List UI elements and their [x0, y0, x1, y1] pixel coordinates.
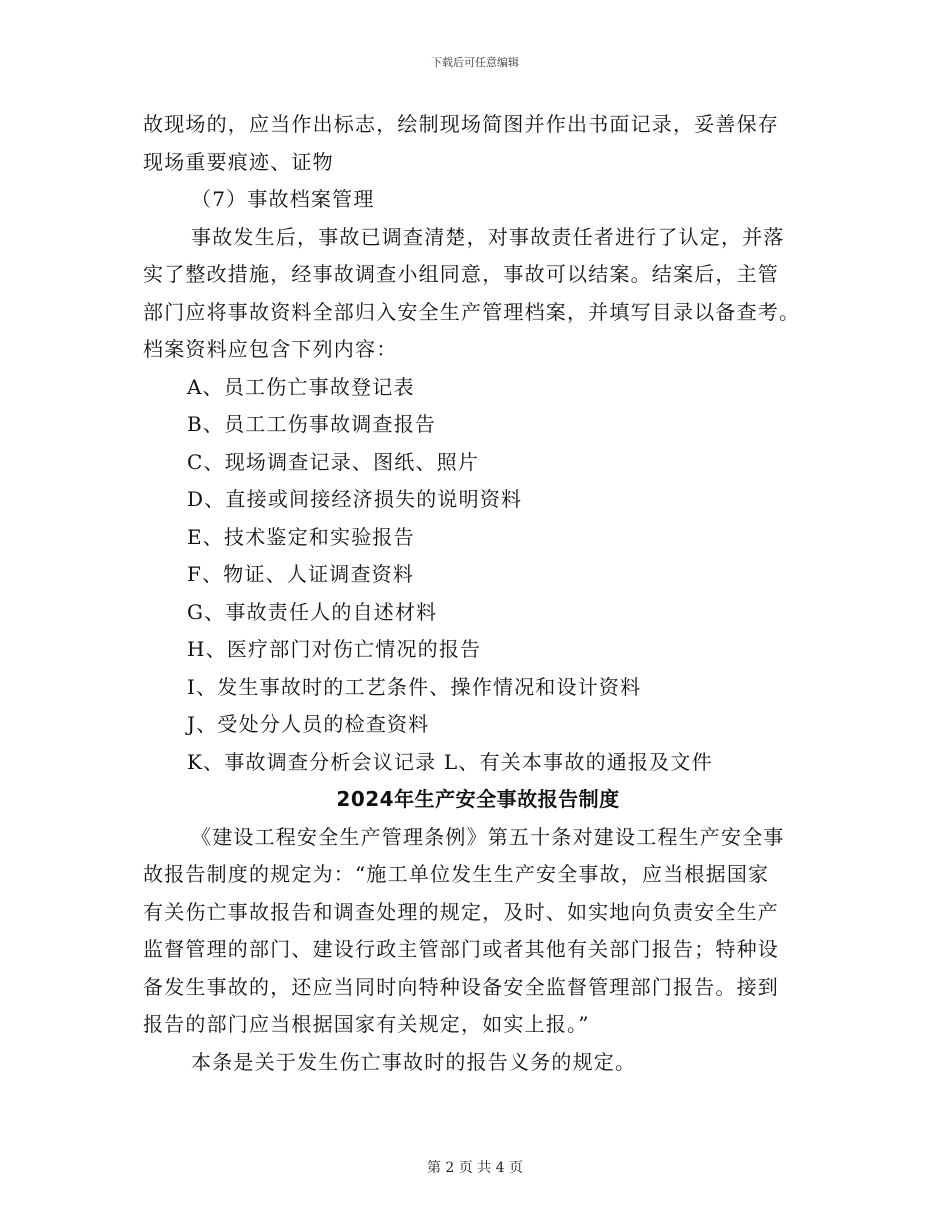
page-footer: 第 2 页 共 4 页 — [426, 1160, 524, 1176]
list-item: K、事故调查分析会议记录 L、有关本事故的通报及文件 — [187, 749, 713, 774]
list-item: E、技术鉴定和实验报告 — [187, 524, 415, 549]
paragraph-line: 故报告制度的规定为：“施工单位发生生产安全事故，应当根据国家 — [143, 862, 770, 886]
closing-line: 本条是关于发生伤亡事故时的报告义务的规定。 — [191, 1049, 637, 1074]
paragraph-line: 有关伤亡事故报告和调查处理的规定，及时、如实地向负责安全生产 — [143, 899, 779, 924]
list-item: C、现场调查记录、图纸、照片 — [187, 449, 480, 474]
paragraph-line: 备发生事故的，还应当同时向特种设备安全监督管理部门报告。接到 — [143, 974, 779, 999]
paragraph-line: 报告的部门应当根据国家有关规定，如实上报。” — [143, 1012, 590, 1036]
paragraph-line: 实了整改措施，经事故调查小组同意，事故可以结案。结案后，主管 — [143, 262, 779, 286]
paragraph-line: 档案资料应包含下列内容： — [143, 337, 398, 361]
list-item: H、医疗部门对伤亡情况的报告 — [187, 637, 482, 661]
list-item: A、员工伤亡事故登记表 — [187, 374, 415, 399]
list-item: D、直接或间接经济损失的说明资料 — [187, 487, 523, 511]
list-item: J、受处分人员的检查资料 — [187, 712, 430, 736]
body-line: 现场重要痕迹、证物 — [143, 149, 334, 174]
page-header: 下载后可任意编辑 — [431, 56, 519, 69]
list-item: I、发生事故时的工艺条件、操作情况和设计资料 — [187, 674, 642, 699]
paragraph-line: 监督管理的部门、建设行政主管部门或者其他有关部门报告；特种设 — [143, 937, 779, 961]
paragraph-line: 事故发生后，事故已调查清楚，对事故责任者进行了认定，并落 — [191, 224, 785, 249]
subheading: （7）事故档案管理 — [191, 187, 375, 211]
paragraph-line: 《建设工程安全生产管理条例》第五十条对建设工程生产安全事 — [191, 824, 785, 849]
section-title: 2024年生产安全事故报告制度 — [336, 787, 620, 811]
document-body — [143, 106, 813, 1081]
list-item: G、事故责任人的自述材料 — [187, 599, 438, 624]
paragraph-line: 部门应将事故资料全部归入安全生产管理档案，并填写目录以备查考。 — [143, 299, 801, 324]
list-item: F、物证、人证调查资料 — [187, 562, 415, 586]
list-item: B、员工工伤事故调查报告 — [187, 412, 437, 436]
body-line: 故现场的，应当作出标志，绘制现场简图并作出书面记录，妥善保存 — [143, 112, 779, 136]
